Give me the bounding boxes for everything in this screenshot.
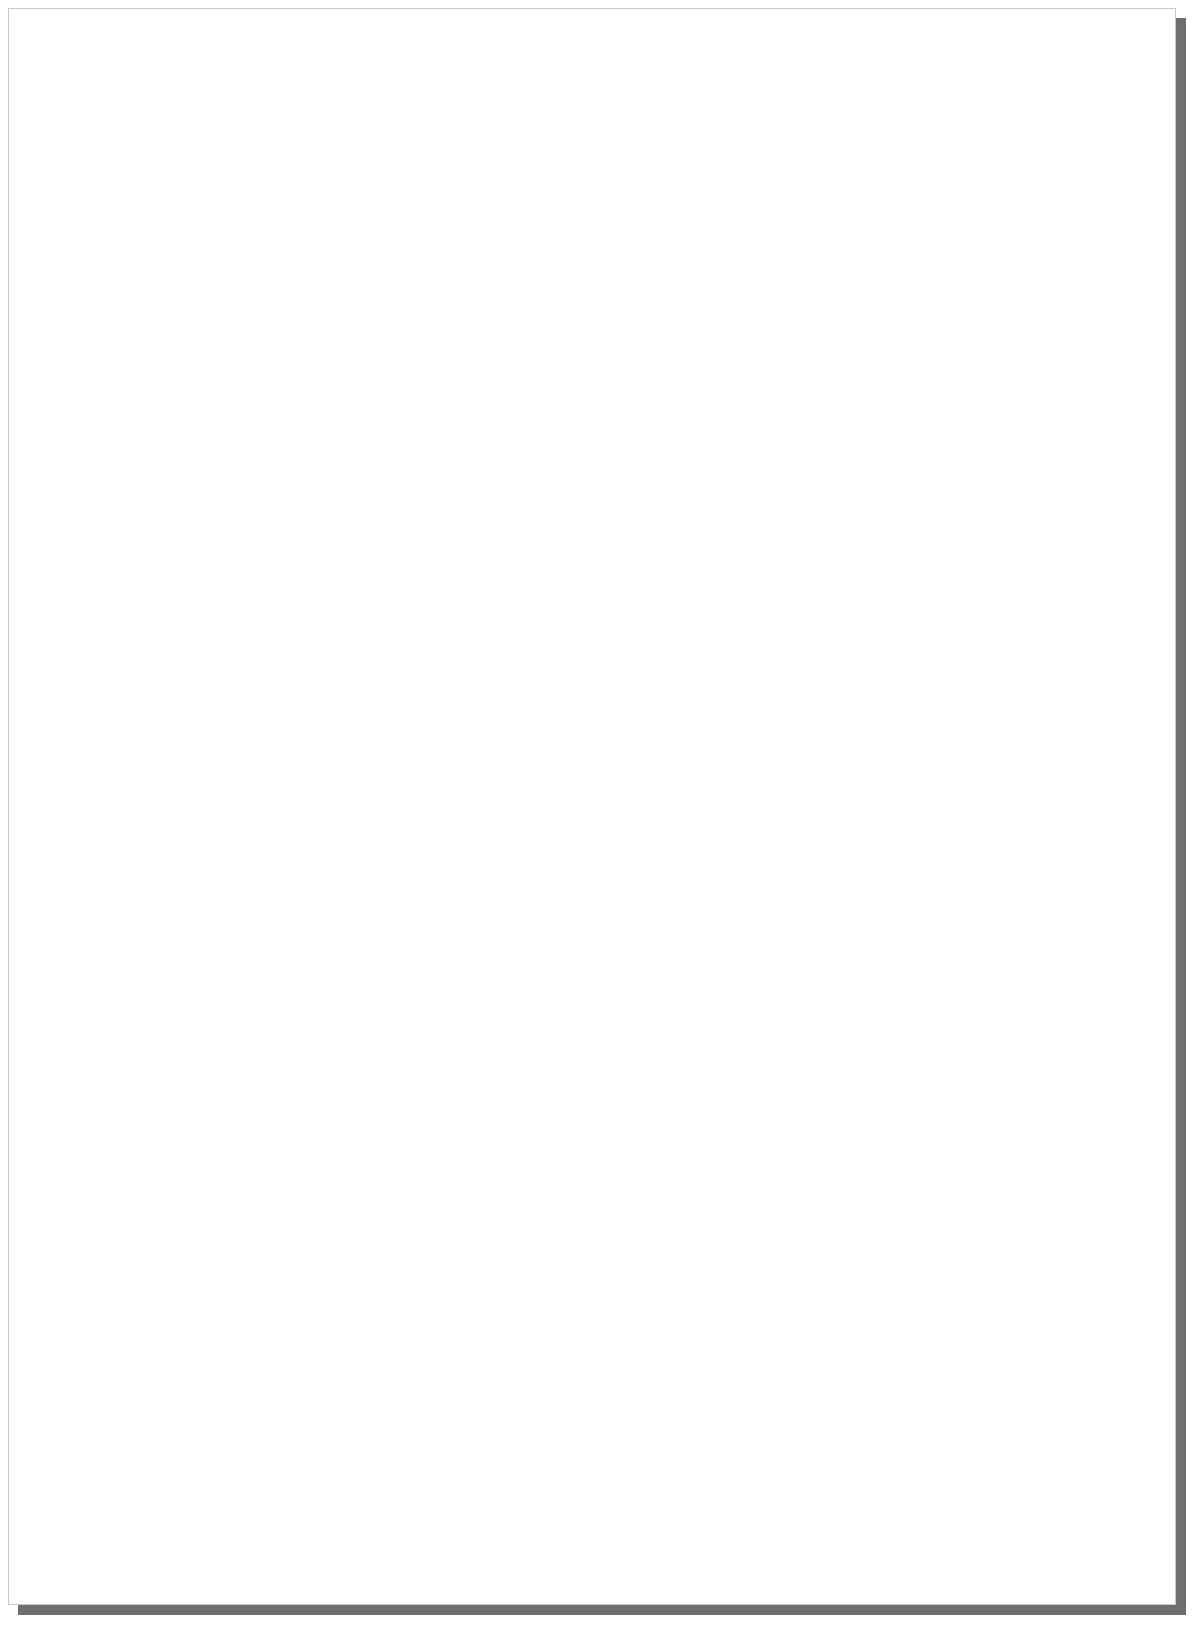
document-page (8, 8, 1176, 1605)
